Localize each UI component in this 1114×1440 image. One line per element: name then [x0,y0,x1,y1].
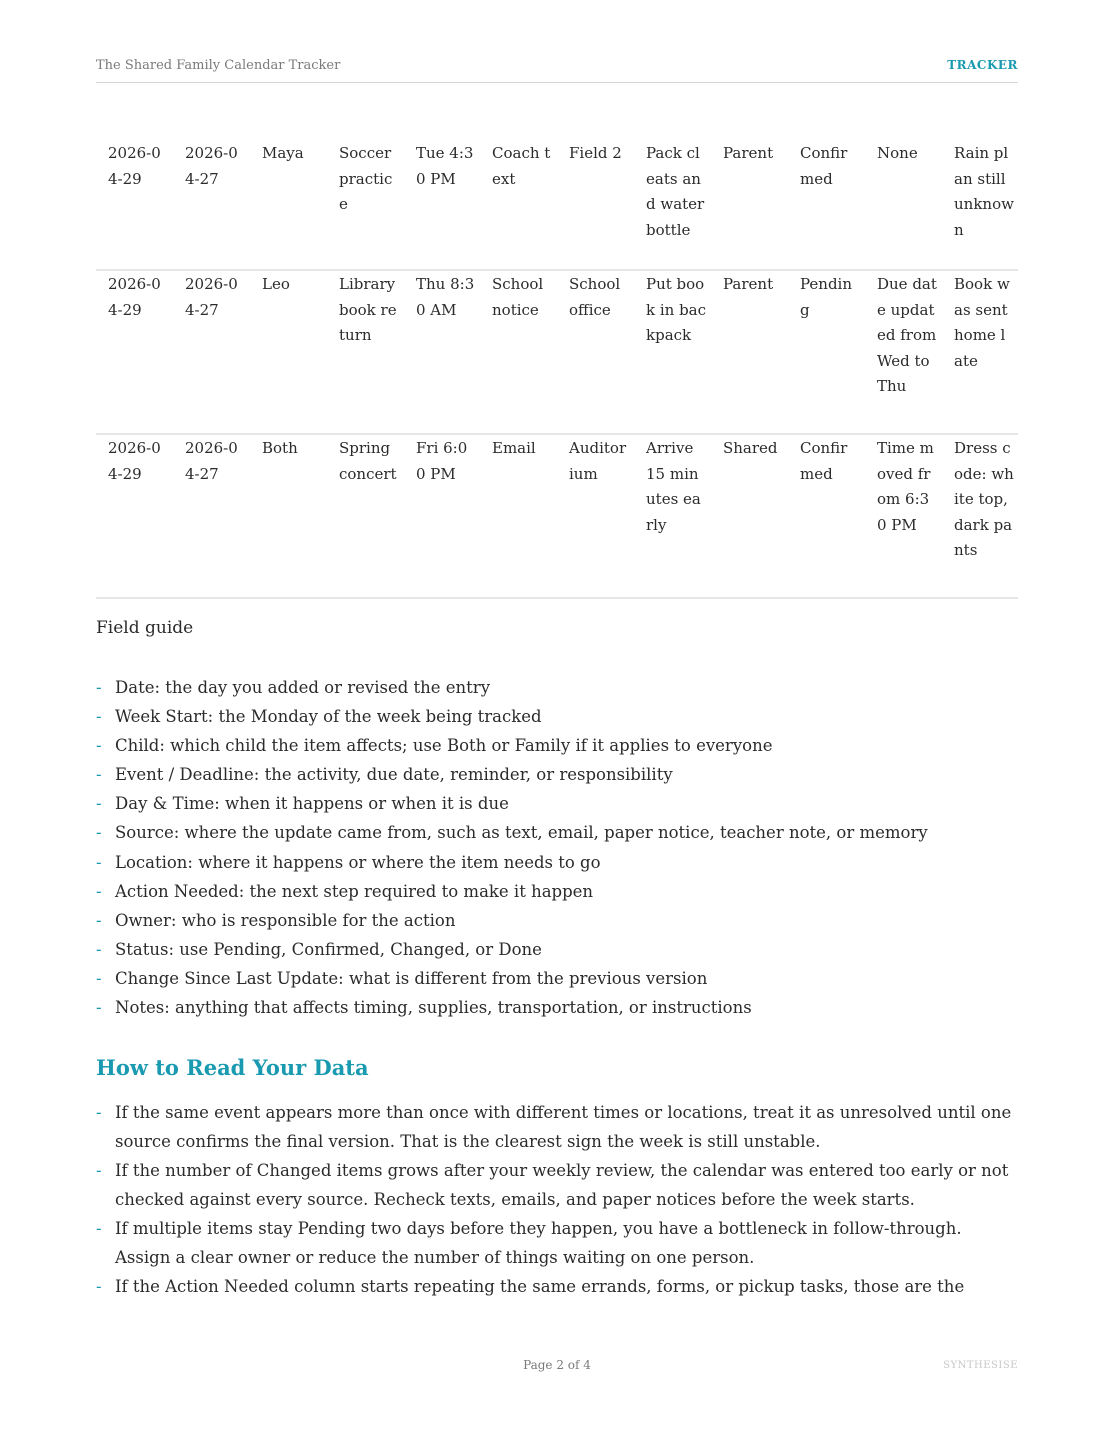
bullet-dash-icon: - [96,1219,102,1238]
list-item-text: Day & Time: when it happens or when it is due [115,794,509,814]
field-guide-title: Field guide [96,618,194,638]
list-item [96,818,1018,847]
table-cell: Pending [788,270,865,434]
list-item-text: Source: where the update came from, such as text, email, paper notice, teacher note, or memory [115,823,928,843]
how-to-read-list [96,1098,1018,1301]
list-item [96,789,1018,818]
table-cell: Time moved from 6:30 PM [865,434,942,598]
table-cell: Parent [711,270,788,434]
table-cell: Confirmed [788,434,865,598]
section-heading: How to Read Your Data [96,1055,369,1080]
bullet-dash-icon: - [96,765,102,785]
list-item-text: Status: use Pending, Confirmed, Changed, or Done [115,939,542,959]
table-cell: Arrive 15 minutes early [634,434,711,598]
list-item [96,877,1018,906]
table-row [96,270,1018,434]
brand-mark: SYNTHESISE [943,1360,1018,1371]
table-cell: Shared [711,434,788,598]
list-item [96,1272,1018,1301]
bullet-dash-icon: - [96,1161,102,1180]
list-item [96,993,1018,1022]
bullet-dash-icon: - [96,998,102,1018]
table-cell: School notice [480,270,557,434]
table-cell: Leo [250,270,327,434]
document-title: The Shared Family Calendar Tracker [96,58,341,73]
list-item-text: Change Since Last Update: what is different from the previous version [115,968,708,988]
table-cell: Confirmed [788,140,865,270]
bullet-dash-icon: - [96,823,102,843]
tracker-table [96,140,1018,599]
list-item [96,1156,1018,1214]
table-cell: Auditorium [557,434,634,598]
bullet-dash-icon: - [96,939,102,959]
list-item-text: Week Start: the Monday of the week being tracked [115,707,542,727]
list-item-text: Owner: who is responsible for the action [115,910,456,930]
bullet-dash-icon: - [96,910,102,930]
table-cell: Maya [250,140,327,270]
list-item-text: Action Needed: the next step required to make it happen [115,881,594,901]
bullet-dash-icon: - [96,1277,102,1296]
table-cell: 2026-04-29 [96,270,173,434]
table-cell: Coach text [480,140,557,270]
bullet-dash-icon: - [96,736,102,756]
list-item [96,731,1018,760]
page-number: Page 2 of 4 [523,1358,591,1372]
list-item [96,760,1018,789]
page-header [96,56,1018,83]
list-item [96,964,1018,993]
table-cell: 2026-04-27 [173,270,250,434]
bullet-dash-icon: - [96,794,102,814]
table-cell: Tue 4:30 PM [404,140,480,270]
bullet-dash-icon: - [96,707,102,727]
table-cell: Fri 6:00 PM [404,434,480,598]
table-cell: Spring concert [327,434,404,598]
list-item-text: If the Action Needed column starts repeating the same errands, forms, or pickup tasks, those are the [115,1277,965,1296]
list-item [96,848,1018,877]
bullet-dash-icon: - [96,678,102,697]
list-item-text: If the same event appears more than once with different times or locations, treat it as unresolved until one source confirms the final version. That is the clearest sign the week is still unstable. [115,1103,1012,1151]
section-tag: TRACKER [947,58,1018,72]
table-cell: 2026-04-27 [173,140,250,270]
table-cell: None [865,140,942,270]
table-cell: Field 2 [557,140,634,270]
table-cell: 2026-04-29 [96,140,173,270]
table-cell: Dress code: white top, dark pants [942,434,1018,598]
list-item [96,906,1018,935]
bullet-dash-icon: - [96,852,102,872]
table-cell: Book was sent home late [942,270,1018,434]
list-item [96,1214,1018,1272]
table-row [96,434,1018,598]
bullet-dash-icon: - [96,968,102,988]
list-item-text: If multiple items stay Pending two days before they happen, you have a bottleneck in follow-through. Assign a clear owner or reduce the number of things waiting on one person. [115,1219,962,1267]
list-item-text: Location: where it happens or where the item needs to go [115,852,601,872]
table-cell: Thu 8:30 AM [404,270,480,434]
list-item-text: Event / Deadline: the activity, due date, reminder, or responsibility [115,765,673,785]
table-cell: Library book return [327,270,404,434]
table-cell: Parent [711,140,788,270]
bullet-dash-icon: - [96,881,102,901]
page-footer [0,1358,1114,1378]
tracker-table-container [96,140,1018,599]
table-cell: School office [557,270,634,434]
list-item-text: Child: which child the item affects; use Both or Family if it applies to everyone [115,736,773,756]
table-cell: 2026-04-27 [173,434,250,598]
table-cell: 2026-04-29 [96,434,173,598]
bullet-dash-icon: - [96,1103,102,1122]
table-cell: Soccer practice [327,140,404,270]
list-item-text: Date: the day you added or revised the entry [115,678,491,697]
list-item-text: If the number of Changed items grows after your weekly review, the calendar was entered too early or not checked against every source. Recheck texts, emails, and paper notices before the week starts. [115,1161,1009,1209]
list-item [96,1098,1018,1156]
table-cell: Due date updated from Wed to Thu [865,270,942,434]
table-cell: Pack cleats and water bottle [634,140,711,270]
list-item [96,702,1018,731]
table-cell: Email [480,434,557,598]
table-cell: Put book in backpack [634,270,711,434]
field-guide-list [96,673,1018,1022]
list-item-text: Notes: anything that affects timing, supplies, transportation, or instructions [115,998,752,1018]
list-item [96,673,1018,702]
table-cell: Rain plan still unknown [942,140,1018,270]
table-row [96,140,1018,270]
list-item [96,935,1018,964]
table-cell: Both [250,434,327,598]
